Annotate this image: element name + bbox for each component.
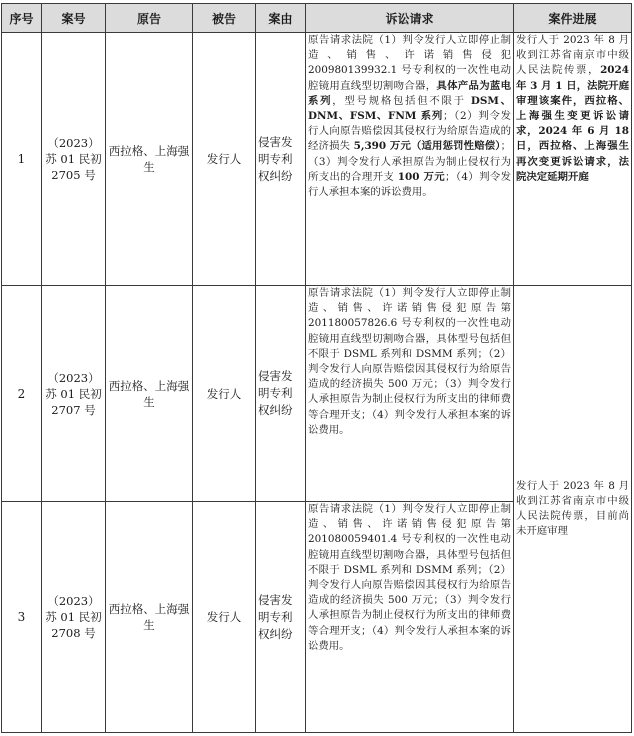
- header-row: [2, 4, 632, 33]
- row-defendant: 发行人: [193, 33, 256, 286]
- row-claim: [306, 502, 514, 733]
- litigation-table: [1, 3, 632, 733]
- text-segment: ；（4）判令发行人承担本案的诉讼费用。: [308, 170, 511, 199]
- row-plaintiff: 西拉格、上海强生: [106, 33, 193, 286]
- row-case-no: （2023）苏 01 民初 2705 号: [42, 33, 106, 286]
- text-segment: 原告请求法院（1）判令发行人立即停止制造、销售、许诺销售侵犯原告第 201180057826.6 号专利权的一次性电动腔镜用直线型切割吻合器，具体型号包括但不限于 DSML 系列和 DSMM 系列；（2）判令发行人向原告赔偿因其侵权行为给原告造成的经济损失 500 万元；（3）判令发行人承担原告为制止侵权行为所支出的律师费等合理开支；（4）判令发行人承担本案的诉讼费用。: [308, 287, 511, 436]
- text-segment: 原告请求法院（1）判令发行人立即停止制造、销售、许诺销售侵犯 200980139932.1 号专利权的一次性电动腔镜用直线型切割吻合器，: [308, 34, 511, 92]
- row-case-no: （2023）苏 01 民初 2707 号: [42, 286, 106, 502]
- header-plaintiff: 原告: [106, 4, 193, 33]
- header-defendant: 被告: [193, 4, 256, 33]
- emphasis-text: DSM、DNM、FSM、FNM 系列: [308, 94, 511, 123]
- emphasis-text: 5,390 万元（适用惩罚性赔偿）: [353, 140, 501, 153]
- row-plaintiff: 西拉格、上海强生: [106, 286, 193, 502]
- row-claim: [306, 33, 514, 286]
- header-progress: 案件进展: [514, 4, 632, 33]
- row-claim: [306, 286, 514, 502]
- emphasis-text: 100 万元: [397, 170, 445, 183]
- text-segment: ，型号规格包括但不限于: [332, 94, 471, 107]
- table-row: [2, 286, 632, 502]
- text-segment: 发行人于 2023 年 8 月收到江苏省南京市中级人民法院传票，: [516, 34, 629, 77]
- row-no: 2: [2, 286, 42, 502]
- row-cause: 侵害发明专利权纠纷: [256, 286, 306, 502]
- text-segment: 原告请求法院（1）判令发行人立即停止制造、销售、许诺销售侵犯原告第 201080059401.4 号专利权的一次性电动腔镜用直线型切割吻合器，具体型号包括但不限于 DSML 系列和 DSMM 系列；（2）判令发行人向原告赔偿因其侵权行为给原告造成的经济损失 500 万元；（3）判令发行人承担原告为制止侵权行为所支出的律师费等合理开支；（4）判令发行人承担本案的诉讼费用。: [308, 503, 511, 652]
- row-case-no: （2023）苏 01 民初 2708 号: [42, 502, 106, 733]
- row-defendant: 发行人: [193, 286, 256, 502]
- row-cause: 侵害发明专利权纠纷: [256, 502, 306, 733]
- row-plaintiff: 西拉格、上海强生: [106, 502, 193, 733]
- header-no: 序号: [2, 4, 42, 33]
- table-row: [2, 33, 632, 286]
- row-no: 3: [2, 502, 42, 733]
- header-cause: 案由: [256, 4, 306, 33]
- emphasis-text: 具体产品为蓝电系列: [308, 79, 511, 107]
- text-segment: ；（2）判令发行人向原告赔偿因其侵权行为给原告造成的经济损失: [308, 110, 511, 153]
- emphasis-text: 2024 年 3 月 1 日，法院开庭审理该案件，西拉格、上海强生变更诉讼请求，2024 年 6 月 18 日，西拉格、上海强生再次变更诉讼请求，法院决定延期开庭: [516, 64, 629, 183]
- header-case-no: 案号: [42, 4, 106, 33]
- row-progress-merged: 发行人于 2023 年 8 月收到江苏省南京市中级人民法院传票，目前尚未开庭审理: [514, 286, 632, 733]
- row-cause: 侵害发明专利权纠纷: [256, 33, 306, 286]
- row-no: 1: [2, 33, 42, 286]
- text-segment: ；（3）判令发行人承担原告为制止侵权行为所支出的合理开支: [308, 140, 512, 183]
- row-defendant: 发行人: [193, 502, 256, 733]
- row-progress: [514, 33, 632, 286]
- header-claim: 诉讼请求: [306, 4, 514, 33]
